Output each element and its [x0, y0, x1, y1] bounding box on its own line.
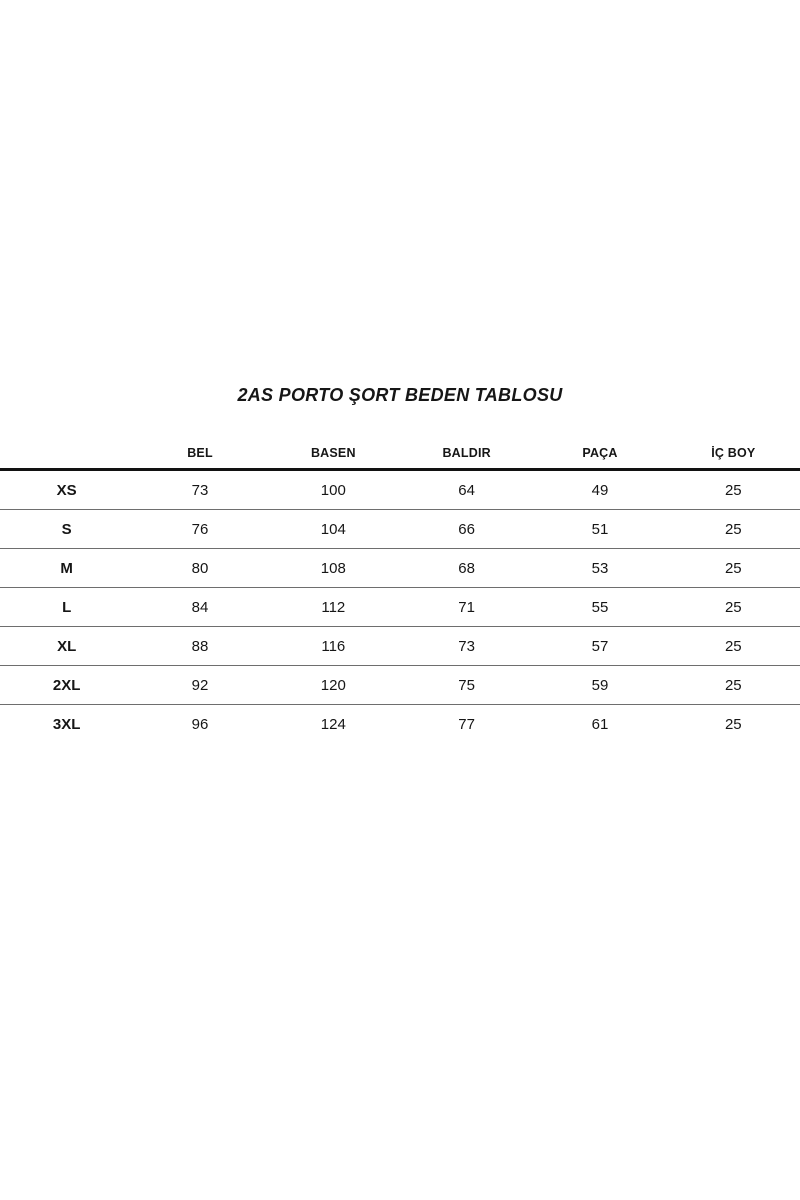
table-row	[0, 666, 800, 705]
size-cell: M	[60, 559, 73, 577]
ic-boy-cell: 25	[724, 715, 742, 733]
page-title: 2AS PORTO ŞORT BEDEN TABLOSU	[237, 385, 563, 405]
bel-cell: 84	[191, 598, 209, 616]
baldir-cell: 77	[458, 715, 475, 733]
size-cell: 3XL	[52, 715, 81, 733]
baldir-cell: 75	[458, 676, 475, 694]
paca-cell: 61	[591, 715, 609, 733]
paca-cell: 59	[591, 676, 609, 694]
basen-cell: 104	[320, 520, 346, 538]
ic-boy-cell: 25	[724, 637, 742, 655]
basen-cell: 116	[321, 637, 346, 655]
baldir-cell: 66	[458, 520, 475, 538]
ic-boy-cell: 25	[724, 598, 742, 616]
column-header-ic-boy: İÇ BOY	[711, 446, 756, 460]
paca-cell: 51	[591, 520, 609, 538]
basen-cell: 120	[320, 676, 346, 694]
table-row	[0, 549, 800, 588]
size-cell: XS	[56, 481, 77, 499]
column-header-baldir: BALDIR	[442, 446, 491, 460]
table-row	[0, 588, 800, 627]
size-cell: XL	[57, 637, 77, 655]
ic-boy-cell: 25	[724, 559, 742, 577]
size-chart-table	[0, 438, 800, 743]
ic-boy-cell: 25	[724, 520, 742, 538]
basen-cell: 100	[320, 481, 346, 499]
basen-cell: 124	[320, 715, 346, 733]
table-row	[0, 470, 800, 510]
table-row	[0, 627, 800, 666]
column-header-size	[0, 438, 133, 470]
table-row	[0, 705, 800, 744]
baldir-cell: 71	[458, 598, 475, 616]
size-cell: S	[61, 520, 72, 538]
size-cell: 2XL	[52, 676, 81, 694]
table-row	[0, 510, 800, 549]
column-header-paca: PAÇA	[582, 446, 618, 460]
paca-cell: 53	[591, 559, 609, 577]
baldir-cell: 64	[458, 481, 475, 499]
baldir-cell: 73	[458, 637, 475, 655]
paca-cell: 57	[591, 637, 609, 655]
bel-cell: 80	[191, 559, 209, 577]
bel-cell: 96	[191, 715, 209, 733]
basen-cell: 108	[320, 559, 346, 577]
paca-cell: 55	[591, 598, 609, 616]
column-header-bel: BEL	[187, 446, 213, 460]
column-header-basen: BASEN	[310, 446, 356, 460]
size-cell: L	[62, 598, 72, 616]
paca-cell: 49	[591, 481, 609, 499]
header-row	[0, 438, 800, 470]
bel-cell: 92	[191, 676, 209, 694]
ic-boy-cell: 25	[724, 676, 742, 694]
bel-cell: 88	[191, 637, 209, 655]
baldir-cell: 68	[458, 559, 475, 577]
bel-cell: 73	[191, 481, 209, 499]
ic-boy-cell: 25	[724, 481, 742, 499]
basen-cell: 112	[321, 598, 346, 616]
bel-cell: 76	[191, 520, 209, 538]
